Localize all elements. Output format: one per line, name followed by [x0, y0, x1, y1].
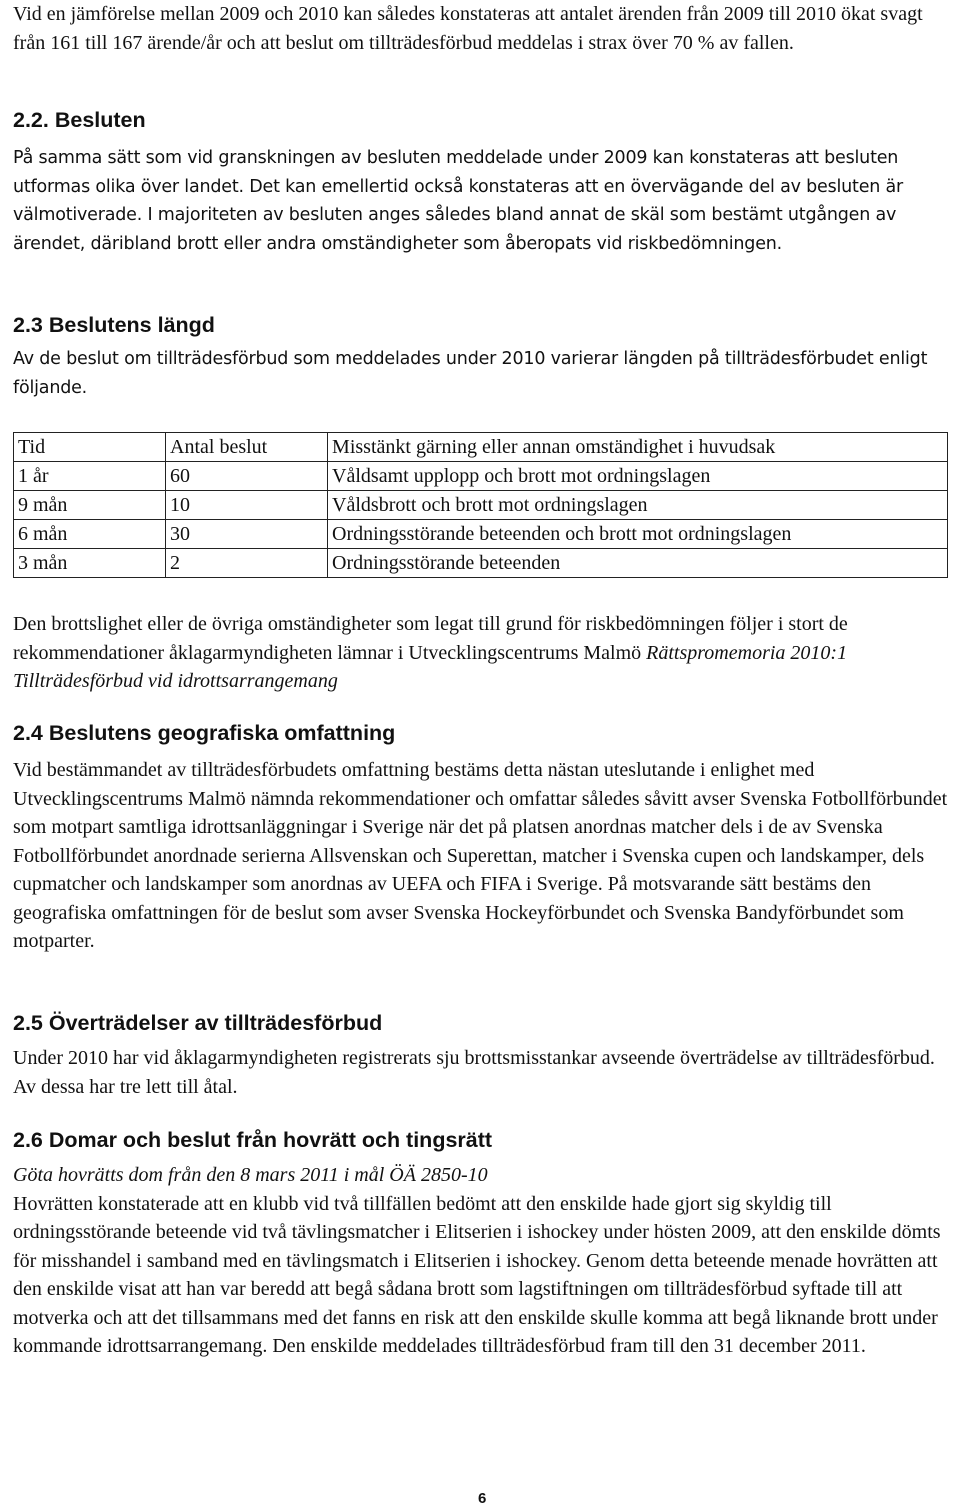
table-header-tid: Tid	[14, 433, 166, 462]
table-cell: 1 år	[14, 462, 166, 491]
after-table-body: Den brottslighet eller de övriga omständigheter som legat till grund för riskbedömningen följer i stort de rekommendationer åklagarmyndigheten lämnar i Utvecklingscentrums Malmö	[13, 613, 848, 664]
intro-text: Vid en jämförelse mellan 2009 och 2010 kan således konstateras att antalet ärenden från 2009 till 2010 ökat svagt från 161 till 167 ärende/år och att beslut om tillträdesförbud meddelas i strax över 70 % av fallen.	[13, 3, 923, 54]
decision-length-table	[13, 432, 948, 578]
decision-length-table-wrap	[13, 432, 948, 578]
section-2-6	[13, 1126, 948, 1154]
section-heading-2-5: 2.5 Överträdelser av tillträdesförbud	[13, 1011, 383, 1035]
section-body-2-2: På samma sätt som vid granskningen av besluten meddelade under 2009 kan konstateras att besluten utformas olika över landet. Det kan emellertid också konstateras att en övervägande del av besluten är välmotiverade. I majoriteten av besluten anges således bland annat de skäl som bestämt utgången av ärendet, däribland brott eller andra omständigheter som åberopats vid riskbedömningen.	[13, 148, 904, 254]
page-number: 6	[478, 1490, 487, 1507]
section-2-2-body	[13, 144, 948, 258]
table-row	[14, 491, 948, 520]
section-2-5	[13, 1009, 948, 1037]
section-heading-2-3: 2.3 Beslutens längd	[13, 313, 215, 337]
table-cell: 9 mån	[14, 491, 166, 520]
section-2-2	[13, 106, 948, 134]
section-2-3-body	[13, 345, 948, 402]
section-body-2-4: Vid bestämmandet av tillträdesförbudets omfattning bestäms detta nästan uteslutande i enlighet med Utvecklingscentrums Malmö nämnda rekommendationer och omfattar således såvitt avser Svenska Fotbollförbundet som motpart samtliga idrottsanläggningar i Sverige när det på platsen anordnas matcher dels i de av Svenska Fotbollförbundet anordnade serierna Allsvenskan och Superettan, matcher i Svenska cupen och landskamper, dels cupmatcher och landskamper som anordnas av UEFA och FIFA i Sverige. På motsvarande sätt bestäms den geografiska omfattningen för de beslut som avser Svenska Hockeyförbundet och Svenska Bandyförbundet som motparter.	[13, 759, 948, 952]
after-table-citation: Rättspromemoria 2010:1 Tillträdesförbud vid idrottsarrangemang	[13, 641, 848, 692]
table-cell: Våldsamt upplopp och brott mot ordningslagen	[328, 462, 948, 491]
table-row	[14, 549, 948, 578]
section-2-5-body	[13, 1044, 948, 1101]
section-2-4	[13, 719, 948, 747]
section-body-2-3: Av de beslut om tillträdesförbud som meddelades under 2010 varierar längden på tillträdesförbudet enligt följande.	[13, 349, 928, 398]
section-2-3	[13, 311, 948, 339]
table-cell: Ordningsstörande beteenden	[328, 549, 948, 578]
table-cell: Ordningsstörande beteenden och brott mot ordningslagen	[328, 520, 948, 549]
after-table-paragraph	[13, 610, 948, 696]
table-cell: 60	[166, 462, 328, 491]
table-row	[14, 462, 948, 491]
table-header-antal: Antal beslut	[166, 433, 328, 462]
section-heading-2-2: 2.2. Besluten	[13, 108, 146, 132]
section-2-4-body	[13, 756, 948, 956]
section-body-2-6: Hovrätten konstaterade att en klubb vid två tillfällen bedömt att den enskilde hade gjort sig skyldig till ordningsstörande beteende vid två tävlingsmatcher i Elitserien i ishockey under hösten 2009, att den enskilde dömts för misshandel i samband med en tävlingsmatch i Elitserien i ishockey. Genom detta beteende menade hovrätten att den enskilde visat att han var beredd att begå sådana brott som lagstiftningen om tillträdesförbud syftade till att motverka och att det tillsammans med det fanns en risk att den enskilde skulle komma att begå liknande brott under kommande idrottsarrangemang. Den enskilde meddelades tillträdesförbud fram till den 31 december 2011.	[13, 1192, 941, 1357]
section-2-6-body	[13, 1161, 948, 1361]
after-table-text	[13, 610, 948, 696]
case-title: Göta hovrätts dom från den 8 mars 2011 i mål ÖÄ 2850-10	[13, 1164, 488, 1186]
intro-paragraph	[13, 0, 948, 57]
section-heading-2-4: 2.4 Beslutens geografiska omfattning	[13, 721, 396, 745]
table-cell: 2	[166, 549, 328, 578]
table-cell: 3 mån	[14, 549, 166, 578]
table-cell: 30	[166, 520, 328, 549]
table-row	[14, 520, 948, 549]
table-cell: Våldsbrott och brott mot ordningslagen	[328, 491, 948, 520]
table-header-row	[14, 433, 948, 462]
table-header-garning: Misstänkt gärning eller annan omständighet i huvudsak	[328, 433, 948, 462]
section-body-2-5: Under 2010 har vid åklagarmyndigheten registrerats sju brottsmisstankar avseende överträdelse av tillträdesförbud. Av dessa har tre lett till åtal.	[13, 1047, 935, 1098]
table-cell: 10	[166, 491, 328, 520]
section-heading-2-6: 2.6 Domar och beslut från hovrätt och tingsrätt	[13, 1128, 493, 1152]
table-cell: 6 mån	[14, 520, 166, 549]
